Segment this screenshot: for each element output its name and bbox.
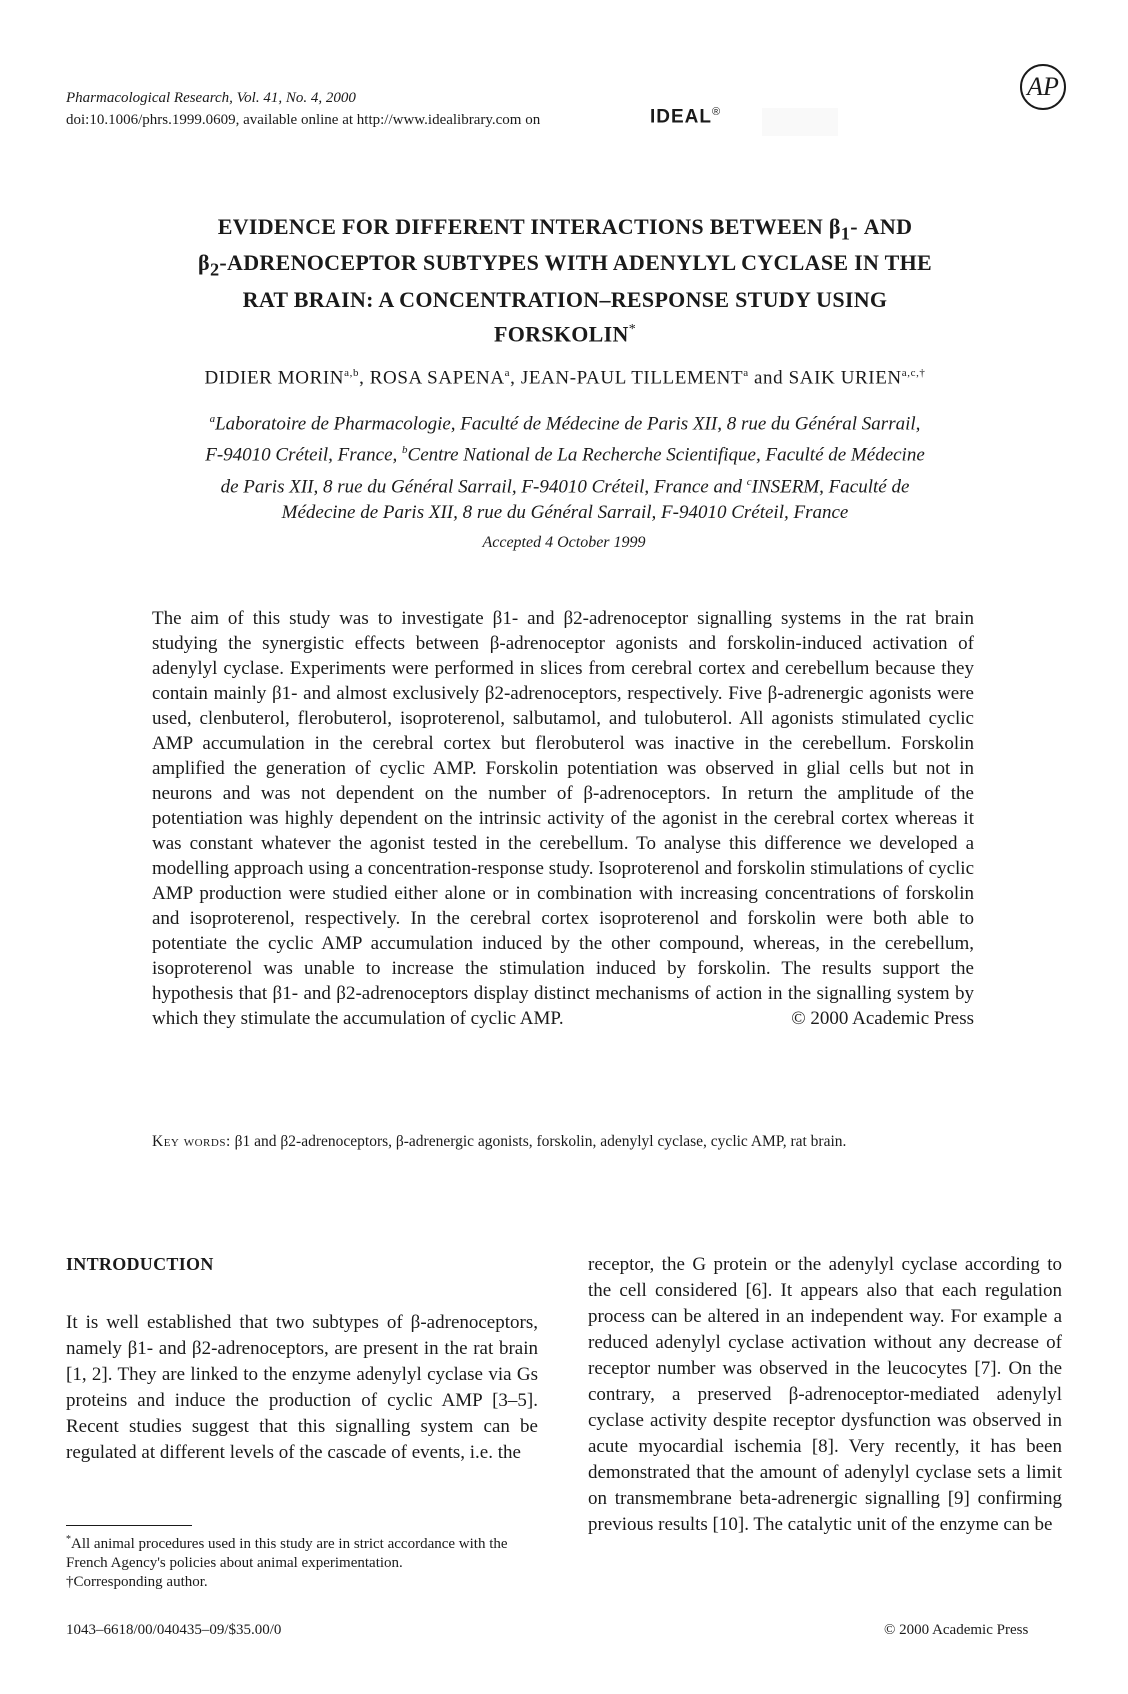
keywords-text: β1 and β2-adrenoceptors, β-adrenergic agonists, forskolin, adenylyl cyclase, cyclic AMP, rat brain. xyxy=(234,1133,847,1150)
doi-line: doi:10.1006/phrs.1999.0609, available online at http://www.idealibrary.com on xyxy=(66,112,541,128)
affiliation-line-4: Médecine de Paris XII, 8 rue du Général Sarrail, F-94010 Créteil, France xyxy=(281,501,849,523)
ideal-logo-text: IDEAL xyxy=(650,106,712,128)
academic-press-logo: AP xyxy=(1020,64,1066,110)
registered-mark: ® xyxy=(712,106,722,118)
abstract xyxy=(152,606,974,1031)
affiliation-line-3: de Paris XII, 8 rue du Général Sarrail, F-94010 Créteil, France and $^c$INSERM, Faculté de xyxy=(220,475,910,497)
footnote-corresponding: †Corresponding author. xyxy=(66,1574,208,1590)
affiliation-line-2: F-94010 Créteil, France, $^b$Centre National de La Recherche Scientifique, Faculté de Médecine xyxy=(205,444,925,466)
ideal-logo xyxy=(650,106,721,128)
footnote-divider xyxy=(66,1525,192,1526)
keywords-label: Key words: xyxy=(152,1133,231,1150)
intro-right-column: receptor, the G protein or the adenylyl cyclase according to the cell considered [6]. It appears also that each regulation process can be altered in an independent way. For example a reduced adenylyl cyclase activation without any decrease of receptor number was observed in the leucocytes [7]. On the contrary, a preserved β-adrenoceptor-mediated adenylyl cyclase activity despite receptor dysfunction was observed in acute myocardial ischemia [8]. Very recently, it has been demonstrated that the amount of adenylyl cyclase sets a limit on transmembrane beta-adrenergic signalling [9] confirming previous results [10]. The catalytic unit of the enzyme can be xyxy=(588,1254,1062,1535)
keywords xyxy=(152,1131,974,1153)
abstract-copyright: © 2000 Academic Press xyxy=(791,1008,974,1029)
accepted-date: Accepted 4 October 1999 xyxy=(482,534,646,551)
footnote-animal: *All animal procedures used in this study are in strict accordance with the French Agency's policies about animal experimentation. xyxy=(66,1534,508,1571)
author-list: DIDIER MORIN$^{a,b}$, ROSA SAPENA$^a$, JEAN-PAUL TILLEMENT$^a$ and SAIK $URIEN^{a,c,\dagger}$ xyxy=(204,367,926,389)
title-line-3: RAT BRAIN: A CONCENTRATION–RESPONSE STUDY USING xyxy=(242,286,888,312)
affiliation-line-1: $^a$Laboratoire de Pharmacologie, Faculté de Médecine de Paris XII, 8 rue du Général Sarrail, xyxy=(209,413,921,435)
blank-box xyxy=(762,108,838,136)
title-line-1: EVIDENCE FOR DIFFERENT INTERACTIONS BETWEEN $\beta_1-$ AND xyxy=(217,214,913,244)
footnotes xyxy=(66,1530,538,1592)
journal-citation: Pharmacological Research, Vol. 41, No. 4, 2000 xyxy=(66,90,356,106)
intro-left-column: It is well established that two subtypes of β-adrenoceptors, namely β1- and β2-adrenoceptors, are present in the rat brain [1, 2]. They are linked to the enzyme adenylyl cyclase via Gs proteins and induce the production of cyclic AMP [3–5]. Recent studies suggest that this signalling system can be regulated at different levels of the cascade of events, i.e. the xyxy=(66,1312,538,1463)
footer-copyright: © 2000 Academic Press xyxy=(884,1622,1029,1638)
title-line-2: $\beta_2$-ADRENOCEPTOR SUBTYPES WITH ADENYLYL CYCLASE IN THE xyxy=(198,250,932,280)
paper-title xyxy=(120,212,1010,349)
section-heading-introduction: INTRODUCTION xyxy=(66,1254,214,1274)
abstract-text: The aim of this study was to investigate β1- and β2-adrenoceptor signalling systems in the rat brain studying the synergistic effects between β-adrenoceptor agonists and forskolin-induced activation of adenylyl cyclase. Experiments were performed in slices from cerebral cortex and cerebellum because they contain mainly β1- and almost exclusively β2-adrenoceptors, respectively. Five β-adrenergic agonists were used, clenbuterol, flerobuterol, isoproterenol, salbutamol, and tulobuterol. All agonists stimulated cyclic AMP accumulation in the cerebral cortex but flerobuterol was inactive in the cerebellum. Forskolin amplified the generation of cyclic AMP. Forskolin potentiation was observed in glial cells but not in neurons and was not dependent on the number of β-adrenoceptors. In return the amplitude of the potentiation was highly dependent on the intrinsic activity of the agonist in the cerebral cortex whereas it was constant whatever the agonist tested in the cerebellum. To analyse this difference we developed a modelling approach using a concentration-response study. Isoproterenol and forskolin stimulations of cyclic AMP production were studied either alone or in combination with increasing concentrations of forskolin and isoproterenol, respectively. In the cerebral cortex isoproterenol and forskolin were both able to potentiate the cyclic AMP accumulation induced by the other compound, whereas, in the cerebellum, isoproterenol was unable to increase the stimulation induced by forskolin. The results support the hypothesis that β1- and β2-adrenoceptors display distinct mechanisms of action in the signalling system by which they stimulate the accumulation of cyclic AMP. xyxy=(152,608,974,1029)
affiliations xyxy=(110,406,1020,526)
title-line-4: FORSKOLIN* xyxy=(493,321,637,347)
footer-issn: 1043–6618/00/040435–09/$35.00/0 xyxy=(66,1622,282,1638)
